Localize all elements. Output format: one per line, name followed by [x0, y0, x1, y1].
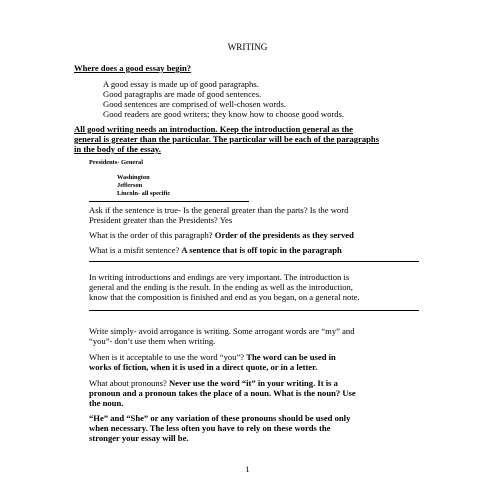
he-she-line: “He” and “She” or any variation of these pronouns should be used only — [89, 413, 351, 423]
president-item: Lincoln- all specific — [117, 190, 171, 197]
ask-line: President greater than the Presidents? Yes — [89, 215, 233, 225]
misfit-answer: A sentence that is off topic in the paragraph — [181, 245, 342, 255]
rule-line: general is greater than the particular. The particular will be each of the paragraphs — [74, 134, 380, 144]
misfit-question — [89, 246, 342, 255]
order-question-text: What is the order of this paragraph? — [89, 230, 213, 240]
intro-line: Good sentences are comprised of well-chosen words. — [103, 99, 287, 109]
pronoun-question — [89, 379, 338, 388]
you-answer: The word can be used in — [246, 352, 336, 362]
misfit-question-text: What is a misfit sentence? — [89, 245, 180, 255]
he-she-line: stronger your essay will be. — [89, 433, 189, 443]
divider — [89, 261, 419, 262]
president-item: Jefferson — [117, 182, 143, 189]
you-answer: works of fiction, when it is used in a direct quote, or in a letter. — [89, 362, 318, 372]
page-title: WRITING — [227, 42, 268, 52]
rule-line: All good writing needs an introduction. Keep the introduction general as the — [74, 124, 353, 134]
page-number: 1 — [245, 464, 250, 474]
intro-end-line: In writing introductions and endings are very important. The introduction is — [89, 272, 350, 282]
presidents-heading: Presidents- General — [89, 159, 144, 166]
section-heading-essay-begin: Where does a good essay begin? — [74, 63, 192, 73]
pronoun-answer: pronoun and a pronoun takes the place of a noun. What is the noun? Use — [89, 388, 356, 398]
you-question — [89, 353, 336, 362]
intro-line: A good essay is made up of good paragraphs. — [103, 79, 259, 89]
he-she-line: when necessary. The less often you have to rely on these words the — [89, 423, 331, 433]
divider — [89, 201, 249, 202]
intro-line: Good readers are good writers; they know how to choose good words. — [103, 109, 345, 119]
simply-line: “you”- don’t use them when writing. — [89, 336, 216, 346]
order-answer: Order of the presidents as they served — [214, 230, 354, 240]
intro-end-line: general and the ending is the result. In the ending as well as the introduction, — [89, 282, 353, 292]
rule-line: in the body of the essay. — [74, 144, 161, 154]
intro-end-line: know that the composition is finished and end as you began, on a general note. — [89, 292, 360, 302]
pronoun-question-text: What about pronouns? — [89, 378, 167, 388]
divider — [89, 310, 419, 311]
ask-line: Ask if the sentence is true- Is the general greater than the parts? Is the word — [89, 205, 349, 215]
you-question-text: When is it acceptable to use the word “you”? — [89, 352, 245, 362]
president-item: Washington — [117, 174, 150, 181]
pronoun-answer: the noun. — [89, 398, 124, 408]
pronoun-answer: Never use the word “it” in your writing. It is a — [168, 378, 338, 388]
intro-line: Good paragraphs are made of good sentences. — [103, 89, 262, 99]
simply-line: Write simply- avoid arrogance is writing. Some arrogant words are “my” and — [89, 326, 355, 336]
order-question — [89, 231, 354, 240]
